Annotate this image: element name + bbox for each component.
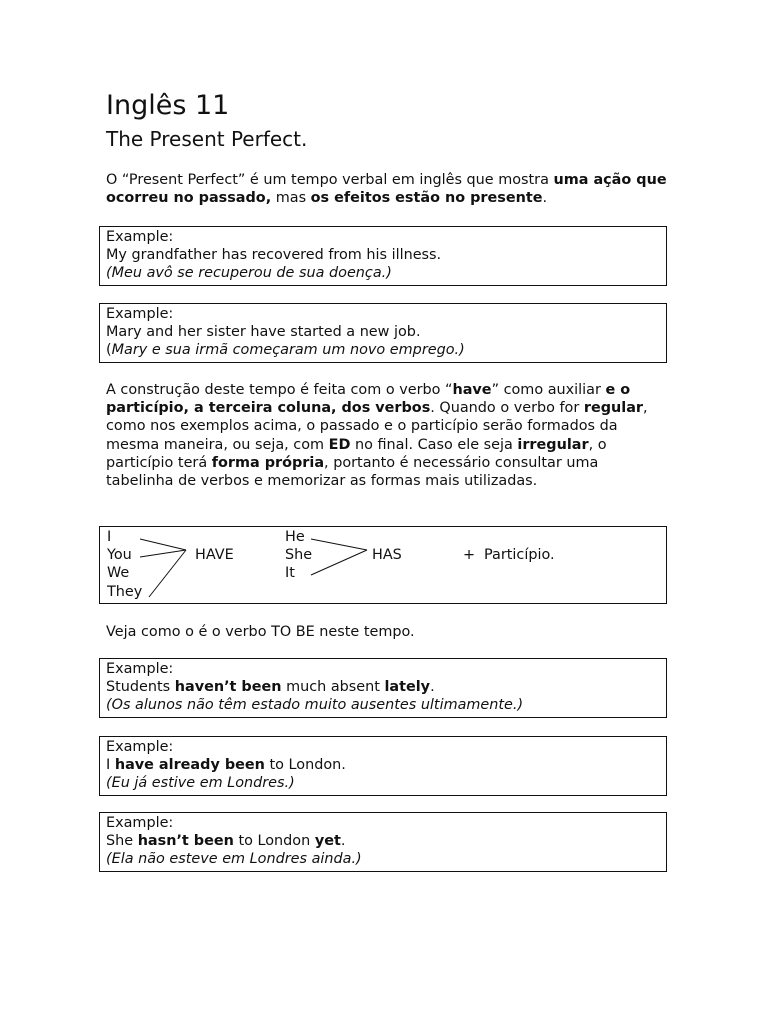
pronoun-she: She — [285, 547, 313, 563]
example-label: Example: — [106, 739, 174, 755]
page-title: Inglês 11 — [106, 90, 230, 121]
construction-bold-ed: ED — [328, 436, 351, 453]
example-label: Example: — [106, 229, 174, 245]
pronoun-we: We — [107, 565, 130, 581]
sentence-part: to London. — [264, 757, 346, 774]
sentence-bold: lately — [384, 679, 431, 696]
example-sentence: My grandfather has recovered from his illness. — [106, 247, 442, 264]
example-box-5 — [99, 812, 667, 872]
connector-line-it — [311, 550, 367, 575]
to-be-intro: Veja como o é o verbo TO BE neste tempo. — [106, 624, 415, 640]
example-sentence — [106, 756, 666, 774]
auxiliary-have: HAVE — [195, 547, 234, 563]
pronoun-it: It — [285, 565, 295, 581]
example-translation-open: ( — [106, 342, 112, 359]
example-box-3 — [99, 658, 667, 718]
intro-text-2: mas — [271, 190, 311, 207]
example-translation: (Os alunos não têm estado muito ausentes ultimamente.) — [106, 697, 524, 714]
intro-bold-1: uma ação que ocorreu no passado, — [106, 172, 667, 207]
example-sentence — [106, 832, 666, 850]
participle-label: Particípio. — [484, 547, 555, 563]
sentence-part: Students — [106, 679, 175, 696]
construction-bold-participle: e o particípio, a terceira coluna, dos verbos — [106, 382, 631, 417]
example-translation-wrap — [106, 341, 666, 359]
pronoun-they: They — [107, 584, 143, 600]
connector-line-they — [149, 550, 186, 597]
sentence-part: She — [106, 833, 138, 850]
construction-text-4: , como nos exemplos acima, o passado e o particípio serão formados da mesma maneira, ou seja, com — [106, 400, 648, 453]
intro-paragraph — [106, 171, 668, 207]
construction-text-6: , o particípio terá — [106, 436, 607, 471]
example-box-2 — [99, 303, 667, 363]
construction-text-7: , portanto é necessário consultar uma tabelinha de verbos e memorizar as formas mais utilizadas. — [106, 454, 599, 490]
construction-bold-have: have — [452, 382, 492, 398]
construction-bold-irregular: irregular — [517, 436, 589, 453]
example-box-4 — [99, 736, 667, 796]
example-label: Example: — [106, 306, 174, 322]
construction-text-3: . Quando o verbo for — [430, 400, 584, 417]
pronoun-i: I — [107, 529, 112, 545]
sentence-part: . — [430, 679, 435, 696]
auxiliary-has: HAS — [372, 547, 402, 563]
example-box-1 — [99, 226, 667, 286]
example-label: Example: — [106, 815, 174, 831]
sentence-bold: have already been — [114, 757, 265, 774]
intro-text-3: . — [542, 190, 548, 207]
connector-line-i — [140, 539, 186, 550]
sentence-part: much absent — [281, 679, 385, 696]
conjugation-diagram-box — [99, 526, 667, 604]
connector-line-you — [140, 550, 186, 557]
connector-line-he — [311, 539, 367, 550]
construction-paragraph — [106, 381, 668, 490]
intro-text-1: O “Present Perfect” é um tempo verbal em inglês que mostra — [106, 172, 554, 188]
example-sentence: Mary and her sister have started a new job. — [106, 324, 421, 341]
pronoun-you: You — [107, 547, 132, 563]
example-translation: (Meu avô se recuperou de sua doença.) — [106, 265, 392, 282]
example-translation: (Ela não esteve em Londres ainda.) — [106, 851, 362, 868]
example-sentence — [106, 678, 666, 696]
construction-text-2: ” como auxiliar — [491, 382, 606, 398]
example-label: Example: — [106, 661, 174, 677]
page-subtitle: The Present Perfect. — [106, 127, 308, 151]
sentence-part: I — [106, 757, 115, 774]
sentence-bold: hasn’t been — [137, 833, 234, 850]
construction-bold-regular: regular — [583, 400, 644, 417]
sentence-part: . — [340, 833, 346, 850]
pronoun-he: He — [285, 529, 305, 545]
diagram-connector-lines — [100, 527, 666, 603]
plus-sign: + — [463, 547, 476, 563]
example-translation: Mary e sua irmã começaram um novo emprego.) — [111, 342, 465, 359]
intro-bold-2: os efeitos estão no presente — [310, 190, 543, 207]
construction-bold-forma-propria: forma própria — [211, 454, 325, 471]
sentence-bold: yet — [314, 833, 341, 850]
sentence-part: to London — [233, 833, 315, 850]
construction-text-5: no final. Caso ele seja — [350, 436, 518, 453]
example-translation: (Eu já estive em Londres.) — [106, 775, 295, 792]
construction-text-1: A construção deste tempo é feita com o verbo “ — [106, 382, 453, 398]
sentence-bold: haven’t been — [174, 679, 282, 696]
